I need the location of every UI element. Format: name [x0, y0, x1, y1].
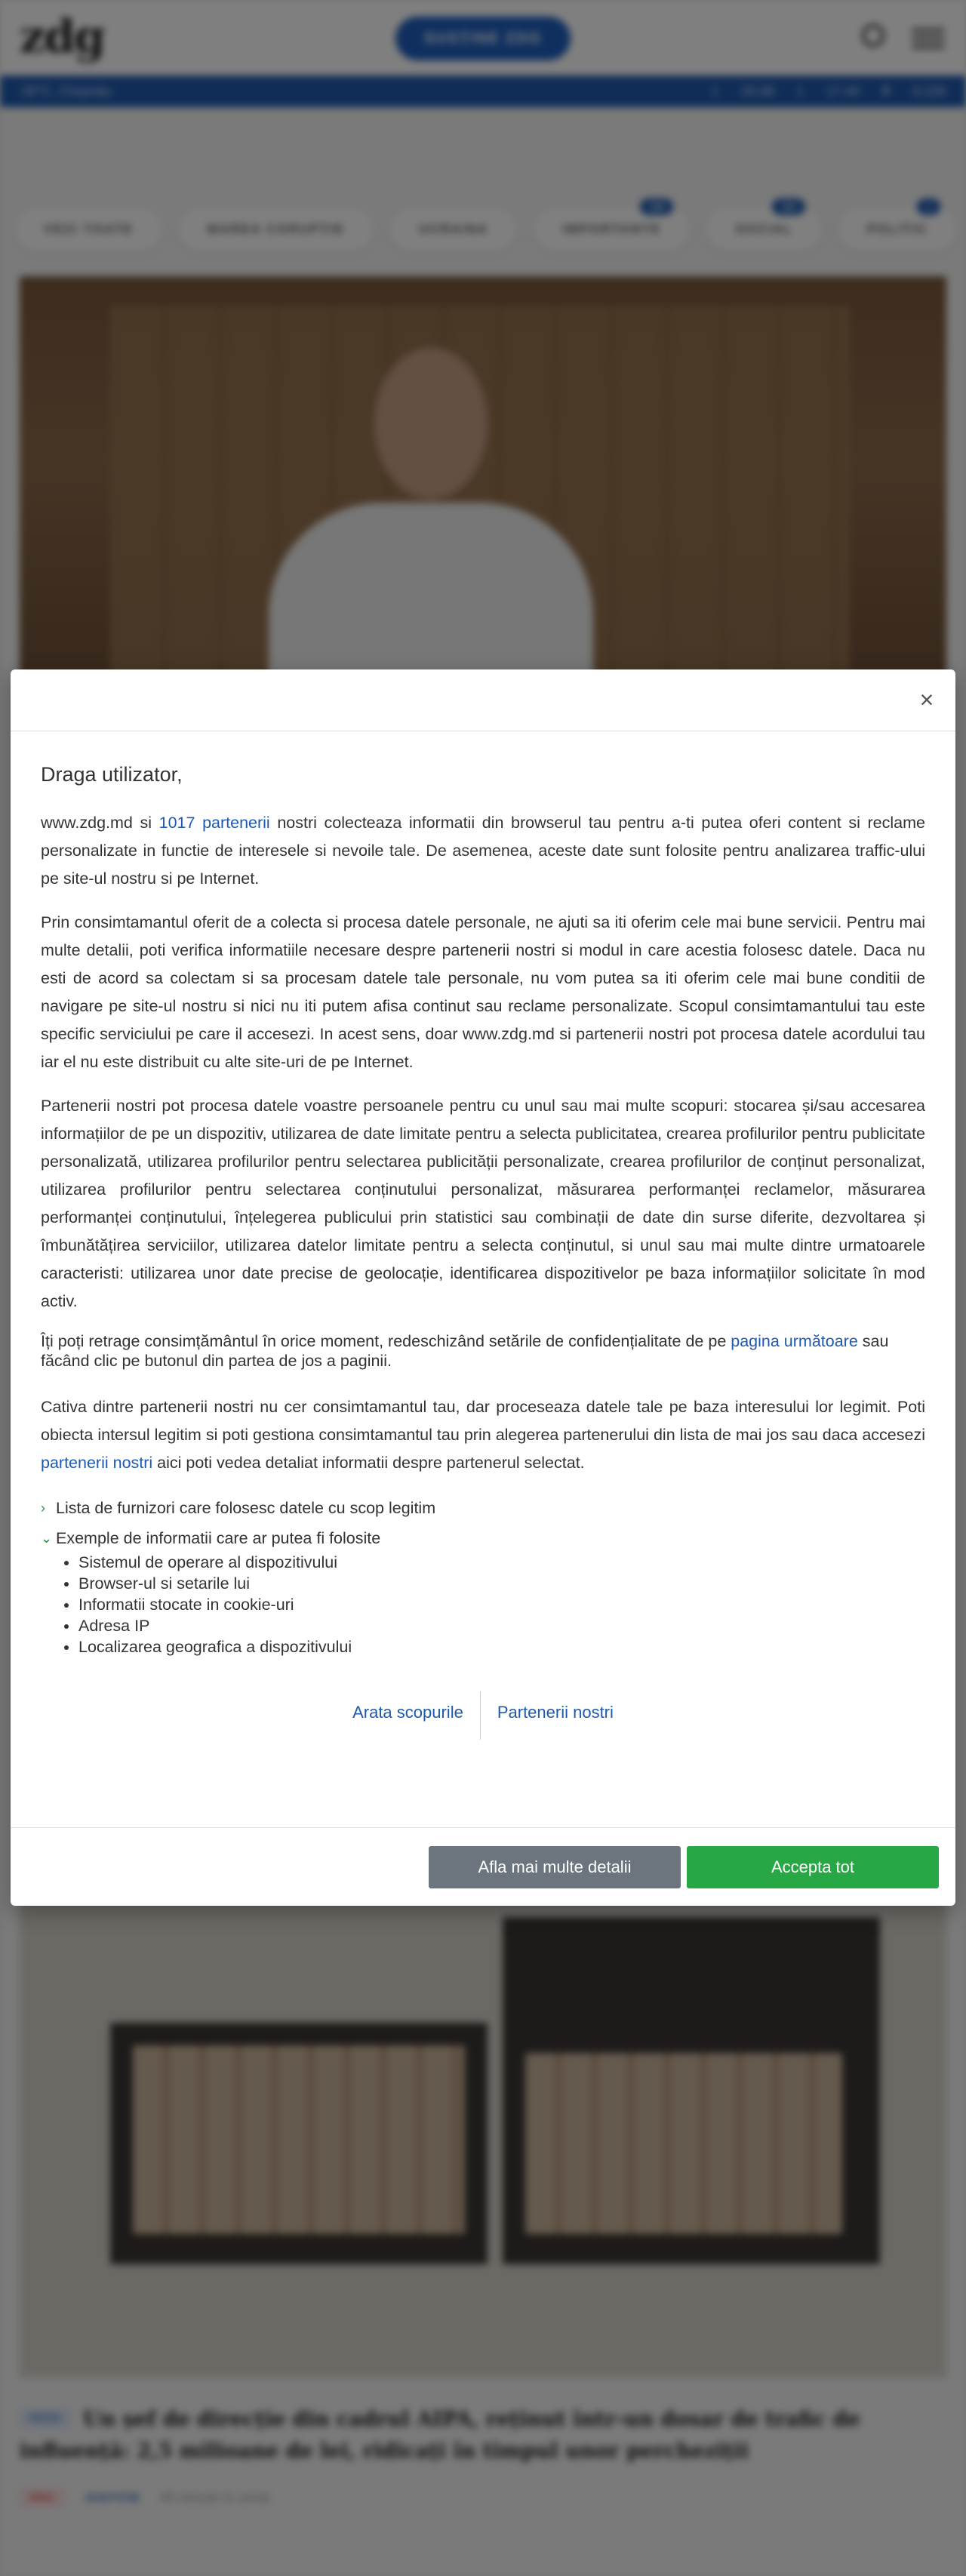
- consent-dialog: [11, 669, 955, 1906]
- list-item: • Adresa IP: [78, 1615, 925, 1636]
- dialog-header: [11, 669, 955, 731]
- intro-paragraph: www.zdg.md si 1017 partenerii nostri colecteaza informatii din browserul tau pentru a-ti putea oferi content si reclame personalizate in functie de interesele si nevoile tale. De asemenea, aceste date sunt folosite pentru analizarea traffic-ului pe site-ul nostru si pe Internet.: [41, 814, 925, 888]
- close-icon[interactable]: ×: [919, 686, 934, 713]
- list-item: • Browser-ul si setarile lui: [78, 1573, 925, 1594]
- our-partners-link[interactable]: Partenerii nostri: [497, 1703, 614, 1722]
- info-examples-toggle[interactable]: ⌄ Exemple de informatii care ar putea fi folosite: [41, 1528, 381, 1547]
- next-page-link[interactable]: pagina următoare: [731, 1332, 858, 1350]
- list-item: • Sistemul de operare al dispozitivului: [78, 1552, 925, 1573]
- list-item: • Informatii stocate in cookie-uri: [78, 1594, 925, 1615]
- info-examples-list: [41, 1552, 925, 1657]
- accept-all-button[interactable]: Accepta tot: [687, 1846, 939, 1888]
- partners-count-link[interactable]: 1017 partenerii: [158, 814, 270, 832]
- purposes-paragraph: Partenerii nostri pot procesa datele voastre persoanele pentru cu unul sau mai multe scopuri: stocarea și/sau accesarea informațiilor de pe un dispozitiv, utilizarea de date limitate pentru a selecta publicitatea, crearea profilurilor pentru publicitate personalizată, utilizarea profilurilor pentru selectarea publicității personalizate, crearea profilurilor de conținut personalizat, utilizarea profilurilor pentru selectarea conținutului personalizat, măsurarea performanței reclamelor, măsurarea performanței conținutului, înțelegerea publicului prin statistici sau combinații de date din surse diferite, dezvoltarea și îmbunătățirea serviciilor, utilizarea datelor limitate pentru a selecta conținutul, si unul sau mai multe dintre urmatoarele caracteristi: utilizarea unor date precise de geolocație, identificarea dispozitivelor pe baza informațiilor solicitate în mod activ.: [41, 1097, 925, 1310]
- consent-paragraph: Prin consimtamantul oferit de a colecta si procesa datele personale, ne ajuti sa iti oferim cele mai bune servicii. Pentru mai multe detalii, poti verifica informatiile necesare despre partenerii nostri si modul in care acestia folosesc datele. Daca nu esti de acord sa colectam si sa procesam datele tale personale, nu vom putea sa iti oferim cele mai bune conditii de navigare pe site-ul nostru si nici nu iti putem afisa continut sau reclame personalizate. Scopul consimtamantului tau este specific serviciului pe care il accesezi. In acest sens, doar www.zdg.md si partenerii nostri pot procesa datele acordului tau iar el nu este distribuit cu alte site-uri de pe Internet.: [41, 913, 925, 1071]
- dialog-footer: [11, 1827, 955, 1906]
- vendors-legitimate-toggle[interactable]: › Lista de furnizori care folosesc datele cu scop legitim: [41, 1498, 436, 1517]
- info-tree: [41, 1493, 925, 1657]
- dialog-body: [11, 731, 955, 1740]
- our-partners-inline-link[interactable]: partenerii nostri: [41, 1454, 153, 1472]
- chevron-down-icon: ⌄: [41, 1530, 53, 1546]
- dialog-links: [41, 1694, 925, 1740]
- list-item: • Localizarea geografica a dispozitivului: [78, 1636, 925, 1657]
- withdraw-paragraph: Îți poți retrage consimțământul în orice moment, redeschizând setările de confidențialitate de pe pagina următoare sau făcând clic pe butonul din partea de jos a paginii.: [41, 1332, 889, 1370]
- more-details-button[interactable]: Afla mai multe detalii: [429, 1846, 681, 1888]
- legitimate-interest-paragraph: Cativa dintre partenerii nostri nu cer consimtamantul tau, dar proceseaza datele tale pe baza interesului lor legimit. Poti obiecta intersul legitim si poti gestiona consimtamantul tau prin alegerea partenerului din lista de mai jos sau daca accesezi partenerii nostri aici poti vedea detaliat informatii despre partenerul selectat.: [41, 1398, 925, 1472]
- dialog-greeting: Draga utilizator,: [41, 763, 183, 786]
- show-purposes-link[interactable]: Arata scopurile: [352, 1703, 463, 1722]
- chevron-right-icon: ›: [41, 1500, 45, 1516]
